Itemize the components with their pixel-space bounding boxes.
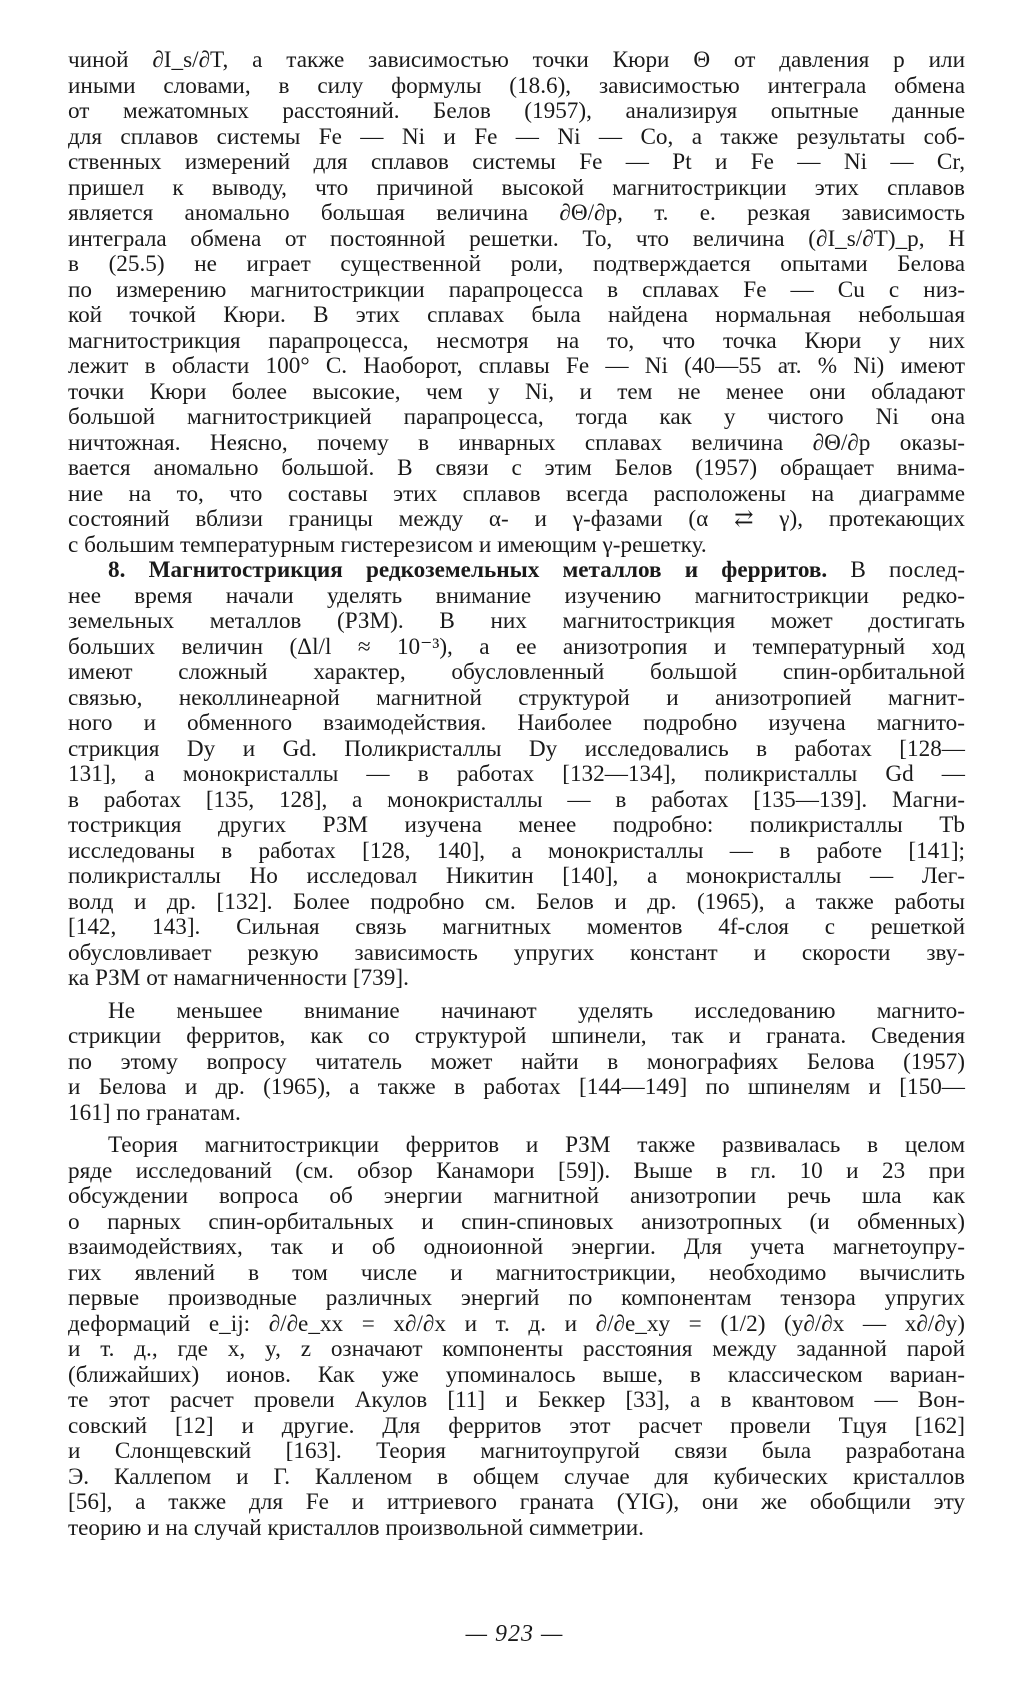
text-line: 131], а монокристаллы — в работах [132—134], поликристаллы Gd — <box>68 761 965 787</box>
text-line: от межатомных расстояний. Белов (1957), анализируя опытные данные <box>68 98 965 124</box>
text-line: с большим температурным гистерезисом и имеющим γ-решетку. <box>68 531 707 558</box>
text-line: магнитострикция парапроцесса, несмотря на то, что точка Кюри у них <box>68 327 965 354</box>
text-line: и Слонщевский [163]. Теория магнитоупругой связи была разработана <box>68 1438 965 1464</box>
text-line: имеют сложный характер, обусловленный большой спин-орбитальной <box>68 659 965 685</box>
text-line: состояний вблизи границы между α- и γ-фазами (α ⇄ γ), протекающих <box>68 506 965 532</box>
text-line: обусловливает резкую зависимость упругих констант и скорости зву- <box>68 939 965 966</box>
line-text: В послед- <box>827 557 965 583</box>
text-line: тострикция других РЗМ изучена менее подробно: поликристаллы Tb <box>68 812 965 838</box>
text-line: и Белова и др. (1965), а также в работах [144—149] по шпинелям и [150— <box>68 1074 965 1100</box>
text-line: для сплавов системы Fe — Ni и Fe — Ni — Co, а также результаты соб- <box>68 123 965 150</box>
text-line: поликристаллы Но исследовал Никитин [140], а монокристаллы — Лег- <box>68 863 965 889</box>
text-line: вается аномально большой. В связи с этим Белов (1957) обращает внима- <box>68 455 965 481</box>
paragraph-p2 <box>68 558 965 992</box>
text-line: первые производные различных энергий по компонентам тензора упругих <box>68 1285 965 1311</box>
text-line: и т. д., где x, y, z означают компоненты расстояния между заданной парой <box>68 1336 965 1362</box>
text-line: ственных измерений для сплавов системы Fe — Pt и Fe — Ni — Cr, <box>68 149 965 175</box>
text-line: интеграла обмена от постоянной решетки. То, что величина (∂I_s/∂T)_p, H <box>68 225 965 252</box>
paragraph-p4 <box>68 1133 965 1541</box>
text-line: точки Кюри более высокие, чем у Ni, и тем не менее они обладают <box>68 378 965 405</box>
text-line: по измерению магнитострикции парапроцесса в сплавах Fe — Cu с низ- <box>68 276 965 303</box>
text-line: 161] по гранатам. <box>68 1099 241 1126</box>
text-line: взаимодействиях, так и об одноионной энергии. Для учета магнетоупру- <box>68 1234 965 1260</box>
text-line: ного и обменного взаимодействия. Наиболее подробно изучена магнито- <box>68 710 965 736</box>
text-line: нее время начали уделять внимание изучению магнитострикции редко- <box>68 582 965 609</box>
text-line: земельных металлов (РЗМ). В них магнитострикция может достигать <box>68 608 965 634</box>
text-line: в (25.5) не играет существенной роли, подтверждается опытами Белова <box>68 251 965 277</box>
text-line: те этот расчет провели Акулов [11] и Беккер [33], а в квантовом — Вон- <box>68 1387 965 1413</box>
text-line: [142, 143]. Сильная связь магнитных моментов 4f-слоя с решеткой <box>68 914 965 940</box>
text-line: чиной ∂I_s/∂T, а также зависимостью точки Кюри Θ от давления p или <box>68 47 965 73</box>
section-heading: 8. Магнитострикция редкоземельных металлов и ферритов. <box>108 557 828 583</box>
text-line: пришел к выводу, что причиной высокой магнитострикции этих сплавов <box>68 174 965 201</box>
text-line: ничтожная. Неясно, почему в инварных сплавах величина ∂Θ/∂p оказы- <box>68 429 965 456</box>
text-line: иными словами, в силу формулы (18.6), зависимостью интеграла обмена <box>68 72 965 99</box>
text-body <box>68 48 965 1541</box>
text-line: (ближайших) ионов. Как уже упоминалось выше, в классическом вариан- <box>68 1361 965 1388</box>
text-line: Э. Каллепом и Г. Калленом в общем случае для кубических кристаллов <box>68 1463 965 1490</box>
text-line: в работах [135, 128], а монокристаллы — в работах [135—139]. Магни- <box>68 786 965 813</box>
text-line: ряде исследований (см. обзор Канамори [59]). Выше в гл. 10 и 23 при <box>68 1157 965 1184</box>
text-line: исследованы в работах [128, 140], а монокристаллы — в работе [141]; <box>68 837 965 864</box>
text-line: гих явлений в том числе и магнитострикции, необходимо вычислить <box>68 1259 965 1286</box>
text-line: [56], а также для Fe и иттриевого граната (YIG), они же обобщили эту <box>68 1489 965 1515</box>
text-line: теорию и на случай кристаллов произвольной симметрии. <box>68 1514 644 1541</box>
page-number: — 923 — <box>465 1621 564 1647</box>
text-line: кой точкой Кюри. В этих сплавах была найдена нормальная небольшая <box>68 302 965 328</box>
paragraph-p3 <box>68 999 965 1127</box>
text-line: о парных спин-орбитальных и спин-спиновых анизотропных (и обменных) <box>68 1208 965 1235</box>
text-line: волд и др. [132]. Более подробно см. Белов и др. (1965), а также работы <box>68 888 965 915</box>
text-line: обсуждении вопроса об энергии магнитной анизотропии речь шла как <box>68 1183 965 1209</box>
text-line: Не меньшее внимание начинают уделять исследованию магнито- <box>108 997 965 1024</box>
text-line: стрикция Dy и Gd. Поликристаллы Dy исследовались в работах [128— <box>68 735 965 762</box>
text-line: большой магнитострикцией парапроцесса, тогда как у чистого Ni она <box>68 404 965 430</box>
text-line <box>68 558 965 584</box>
text-line: является аномально большая величина ∂Θ/∂p, т. е. резкая зависимость <box>68 200 965 226</box>
paragraph-p1 <box>68 48 965 558</box>
text-line: связью, неколлинеарной магнитной структурой и анизотропией магнит- <box>68 684 965 711</box>
text-line: стрикции ферритов, как со структурой шпинели, так и граната. Сведения <box>68 1023 965 1049</box>
text-line: больших величин (Δl/l ≈ 10⁻³), а ее анизотропия и температурный ход <box>68 633 965 660</box>
text-line: ка РЗМ от намагниченности [739]. <box>68 965 409 991</box>
text-line: совский [12] и другие. Для ферритов этот расчет провели Тцуя [162] <box>68 1412 965 1439</box>
text-line: лежит в области 100° С. Наоборот, сплавы Fe — Ni (40—55 ат. % Ni) имеют <box>68 353 965 379</box>
text-line: по этому вопросу читатель может найти в монографиях Белова (1957) <box>68 1048 965 1075</box>
text-line: деформаций e_ij: ∂/∂e_xx = x∂/∂x и т. д. и ∂/∂e_xy = (1/2) (y∂/∂x — x∂/∂y) <box>68 1310 965 1337</box>
text-line: Теория магнитострикции ферритов и РЗМ также развивалась в целом <box>108 1132 965 1158</box>
text-line: ние на то, что составы этих сплавов всегда расположены на диаграмме <box>68 480 965 507</box>
